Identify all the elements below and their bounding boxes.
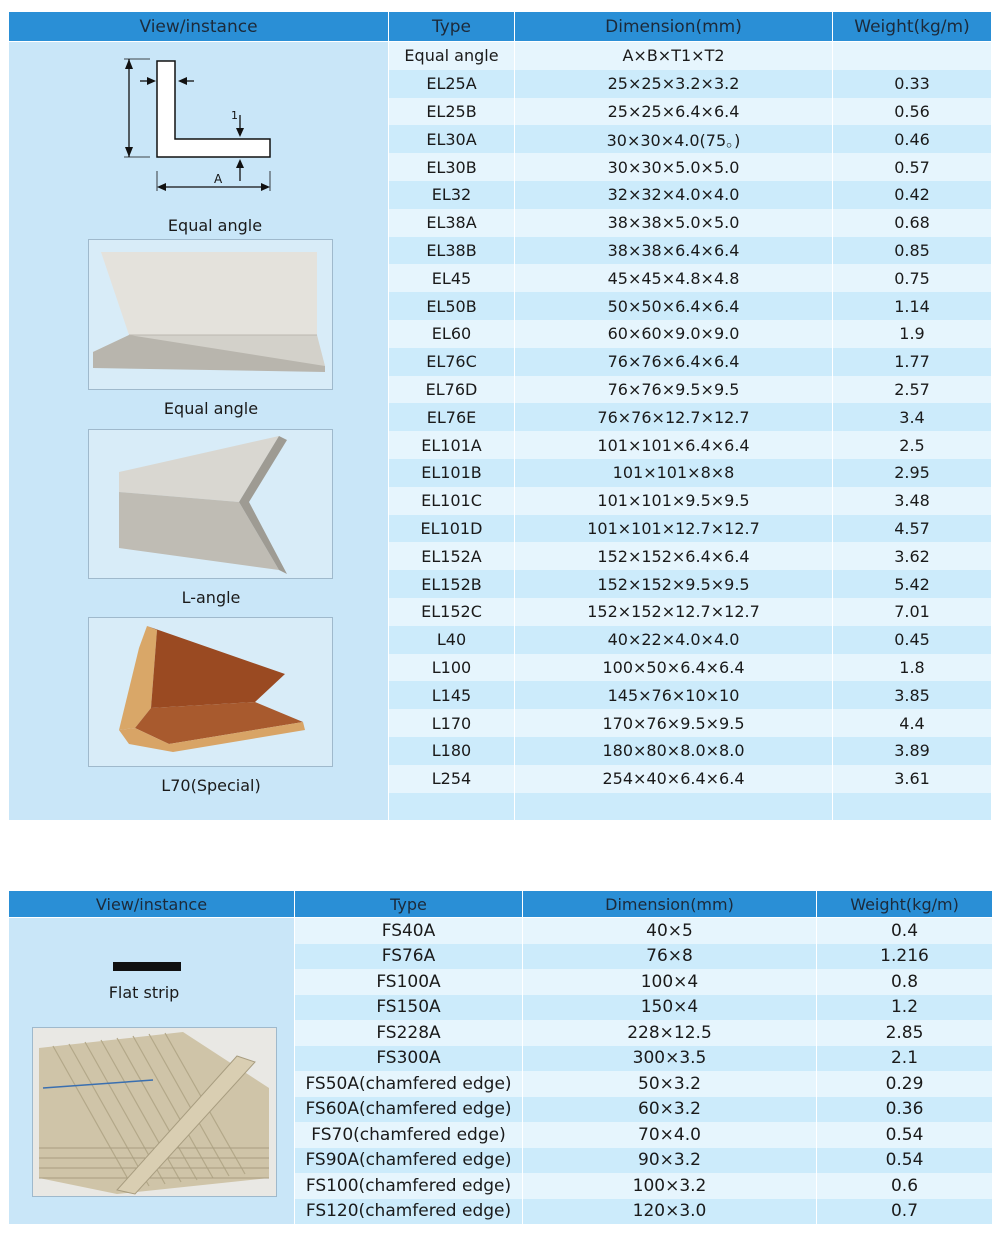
weight-cell: 1.8	[833, 654, 992, 682]
type-cell: EL101C	[389, 487, 515, 515]
dimension-cell: 101×101×8×8	[515, 459, 833, 487]
header-view: View/instance	[9, 12, 389, 42]
weight-cell: 2.95	[833, 459, 992, 487]
weight-cell: 0.36	[817, 1097, 993, 1123]
type-cell: FS300A	[295, 1046, 523, 1072]
type-cell: FS70(chamfered edge)	[295, 1122, 523, 1148]
type-cell: L100	[389, 654, 515, 682]
weight-cell: 7.01	[833, 598, 992, 626]
weight-cell: 0.68	[833, 209, 992, 237]
weight-cell: 3.61	[833, 765, 992, 793]
type-cell: FS76A	[295, 944, 523, 970]
caption-l-angle: L-angle	[181, 588, 241, 607]
dimension-cell: 76×76×9.5×9.5	[515, 376, 833, 404]
weight-cell: 2.57	[833, 376, 992, 404]
type-cell: EL25B	[389, 98, 515, 126]
weight-cell: 0.4	[817, 918, 993, 944]
weight-cell: 1.14	[833, 292, 992, 320]
dimension-cell: 60×60×9.0×9.0	[515, 320, 833, 348]
dimension-cell: 180×80×8.0×8.0	[515, 737, 833, 765]
weight-cell: 0.85	[833, 237, 992, 265]
dimension-cell: 254×40×6.4×6.4	[515, 765, 833, 793]
dimension-cell: A×B×T1×T2	[515, 42, 833, 70]
weight-cell: 0.7	[817, 1199, 993, 1225]
weight-cell: 0.8	[817, 969, 993, 995]
caption-flat-strip: Flat strip	[108, 983, 180, 1002]
strip-view-panel	[8, 917, 294, 1223]
dimension-cell: 76×76×6.4×6.4	[515, 348, 833, 376]
type-cell: EL25A	[389, 70, 515, 98]
weight-cell: 0.33	[833, 70, 992, 98]
dimension-cell: 152×152×12.7×12.7	[515, 598, 833, 626]
type-cell: EL76E	[389, 403, 515, 431]
caption-equal-angle-photo: Equal angle	[163, 399, 259, 418]
weight-cell: 1.2	[817, 995, 993, 1021]
dimension-cell: 40×5	[523, 918, 817, 944]
weight-cell: 1.77	[833, 348, 992, 376]
dimension-cell: 100×4	[523, 969, 817, 995]
type-cell: EL38A	[389, 209, 515, 237]
type-cell: L180	[389, 737, 515, 765]
type-cell: FS228A	[295, 1020, 523, 1046]
type-cell: FS40A	[295, 918, 523, 944]
dimension-cell: 100×50×6.4×6.4	[515, 654, 833, 682]
dimension-cell: 38×38×6.4×6.4	[515, 237, 833, 265]
weight-cell: 0.54	[817, 1148, 993, 1174]
dimension-cell: 152×152×9.5×9.5	[515, 570, 833, 598]
weight-cell: 0.75	[833, 264, 992, 292]
dimension-cell: 170×76×9.5×9.5	[515, 709, 833, 737]
type-cell: EL101A	[389, 431, 515, 459]
flat-strip-photo	[32, 1027, 277, 1197]
type-cell: EL101B	[389, 459, 515, 487]
weight-cell: 0.56	[833, 98, 992, 126]
type-cell: EL152B	[389, 570, 515, 598]
weight-cell: 0.54	[817, 1122, 993, 1148]
header-dimension: Dimension(mm)	[515, 12, 833, 42]
dimension-cell: 101×101×9.5×9.5	[515, 487, 833, 515]
weight-cell: 3.85	[833, 681, 992, 709]
header-view: View/instance	[9, 891, 295, 918]
type-cell: L40	[389, 626, 515, 654]
weight-cell: 1.9	[833, 320, 992, 348]
weight-cell: 3.48	[833, 487, 992, 515]
type-cell: EL152A	[389, 542, 515, 570]
type-cell: FS150A	[295, 995, 523, 1021]
type-cell: EL60	[389, 320, 515, 348]
type-cell: FS50A(chamfered edge)	[295, 1071, 523, 1097]
svg-text:1: 1	[231, 109, 238, 122]
type-cell: Equal angle	[389, 42, 515, 70]
dimension-cell: 45×45×4.8×4.8	[515, 264, 833, 292]
l-angle-photo	[88, 429, 333, 579]
caption-equal-angle-diagram: Equal angle	[167, 216, 263, 235]
dimension-cell: 120×3.0	[523, 1199, 817, 1225]
dimension-cell	[515, 793, 833, 821]
weight-cell: 1.216	[817, 944, 993, 970]
type-cell: FS60A(chamfered edge)	[295, 1097, 523, 1123]
type-cell: FS100A	[295, 969, 523, 995]
dimension-cell: 50×3.2	[523, 1071, 817, 1097]
type-cell: EL32	[389, 181, 515, 209]
type-cell: EL30B	[389, 153, 515, 181]
weight-cell: 2.5	[833, 431, 992, 459]
equal-angle-photo	[88, 239, 333, 390]
weight-cell: 5.42	[833, 570, 992, 598]
type-cell: L170	[389, 709, 515, 737]
header-dimension: Dimension(mm)	[523, 891, 817, 918]
equal-angle-diagram-icon	[120, 53, 290, 193]
weight-cell: 0.6	[817, 1173, 993, 1199]
dimension-cell: 25×25×3.2×3.2	[515, 70, 833, 98]
type-cell: FS100(chamfered edge)	[295, 1173, 523, 1199]
header-type: Type	[295, 891, 523, 918]
caption-l70-special: L70(Special)	[161, 776, 261, 795]
type-cell: EL101D	[389, 515, 515, 543]
weight-cell	[833, 793, 992, 821]
header-weight: Weight(kg/m)	[833, 12, 992, 42]
dimension-cell: 300×3.5	[523, 1046, 817, 1072]
type-cell: L254	[389, 765, 515, 793]
type-cell: FS90A(chamfered edge)	[295, 1148, 523, 1174]
dimension-cell: 70×4.0	[523, 1122, 817, 1148]
dimension-cell: 150×4	[523, 995, 817, 1021]
weight-cell: 3.62	[833, 542, 992, 570]
dimension-cell: 228×12.5	[523, 1020, 817, 1046]
angle-table-header	[9, 12, 992, 42]
dimension-cell: 60×3.2	[523, 1097, 817, 1123]
dimension-cell: 32×32×4.0×4.0	[515, 181, 833, 209]
dimension-cell: 30×30×4.0(75。)	[515, 125, 833, 153]
type-cell: EL50B	[389, 292, 515, 320]
type-cell: FS120(chamfered edge)	[295, 1199, 523, 1225]
dimension-cell: 145×76×10×10	[515, 681, 833, 709]
dimension-cell: 101×101×12.7×12.7	[515, 515, 833, 543]
type-cell	[389, 793, 515, 821]
strip-table-header	[9, 891, 993, 918]
dimension-cell: 25×25×6.4×6.4	[515, 98, 833, 126]
weight-cell: 3.89	[833, 737, 992, 765]
header-weight: Weight(kg/m)	[817, 891, 993, 918]
dimension-cell: 100×3.2	[523, 1173, 817, 1199]
dimension-cell: 90×3.2	[523, 1148, 817, 1174]
type-cell: EL45	[389, 264, 515, 292]
type-cell: EL152C	[389, 598, 515, 626]
weight-cell	[833, 42, 992, 70]
type-cell: EL30A	[389, 125, 515, 153]
weight-cell: 0.45	[833, 626, 992, 654]
weight-cell: 0.42	[833, 181, 992, 209]
dimension-cell: 50×50×6.4×6.4	[515, 292, 833, 320]
weight-cell: 0.57	[833, 153, 992, 181]
type-cell: EL76C	[389, 348, 515, 376]
svg-text:A: A	[214, 172, 223, 186]
angle-view-panel	[8, 41, 388, 820]
weight-cell: 3.4	[833, 403, 992, 431]
type-cell: EL38B	[389, 237, 515, 265]
dimension-cell: 101×101×6.4×6.4	[515, 431, 833, 459]
type-cell: L145	[389, 681, 515, 709]
weight-cell: 4.4	[833, 709, 992, 737]
weight-cell: 2.85	[817, 1020, 993, 1046]
dimension-cell: 38×38×5.0×5.0	[515, 209, 833, 237]
dimension-cell: 76×8	[523, 944, 817, 970]
weight-cell: 4.57	[833, 515, 992, 543]
dimension-cell: 76×76×12.7×12.7	[515, 403, 833, 431]
dimension-cell: 30×30×5.0×5.0	[515, 153, 833, 181]
l70-special-photo	[88, 617, 333, 767]
type-cell: EL76D	[389, 376, 515, 404]
dimension-cell: 152×152×6.4×6.4	[515, 542, 833, 570]
flat-strip-diagram-icon	[113, 962, 181, 971]
weight-cell: 2.1	[817, 1046, 993, 1072]
weight-cell: 0.46	[833, 125, 992, 153]
weight-cell: 0.29	[817, 1071, 993, 1097]
dimension-cell: 40×22×4.0×4.0	[515, 626, 833, 654]
header-type: Type	[389, 12, 515, 42]
